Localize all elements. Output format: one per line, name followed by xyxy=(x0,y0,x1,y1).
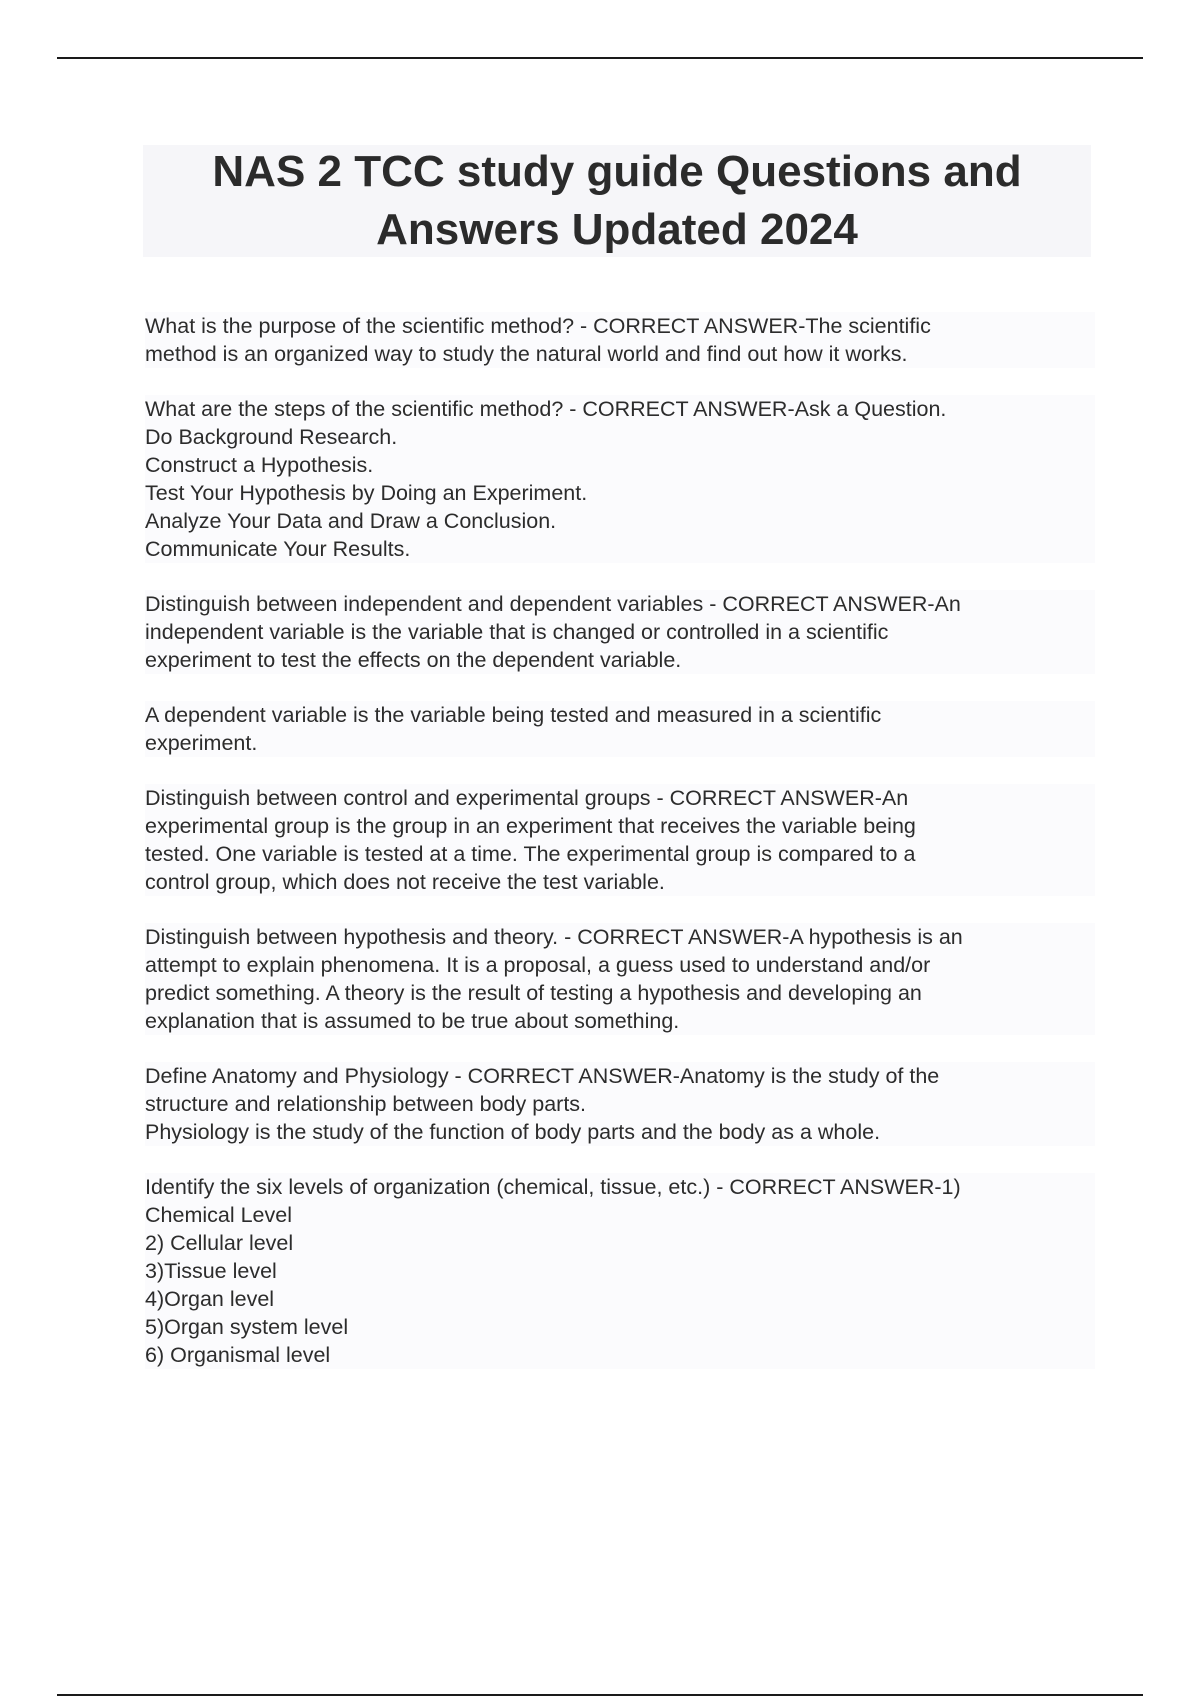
title-line-2: Answers Updated 2024 xyxy=(376,205,858,254)
qa-entry-steps xyxy=(145,395,1095,563)
text-line: A dependent variable is the variable being tested and measured in a scientific xyxy=(145,703,882,727)
text-line: Analyze Your Data and Draw a Conclusion. xyxy=(145,509,557,533)
text-line: Distinguish between control and experimental groups - CORRECT ANSWER-An xyxy=(145,786,909,810)
qa-entry-anatomy-physiology xyxy=(145,1062,1095,1146)
text-line: explanation that is assumed to be true about something. xyxy=(145,1009,680,1033)
qa-entry-hypothesis-theory xyxy=(145,923,1095,1035)
text-line: method is an organized way to study the natural world and find out how it works. xyxy=(145,342,908,366)
text-line: What are the steps of the scientific method? - CORRECT ANSWER-Ask a Question. xyxy=(145,397,947,421)
text-line: 5)Organ system level xyxy=(145,1313,765,1341)
text-line: Distinguish between independent and dependent variables - CORRECT ANSWER-An xyxy=(145,592,961,616)
text-line: 2) Cellular level xyxy=(145,1229,765,1257)
top-rule xyxy=(57,57,1143,59)
title-line-1: NAS 2 TCC study guide Questions and xyxy=(212,147,1022,196)
text-line: Do Background Research. xyxy=(145,425,398,449)
text-line: What is the purpose of the scientific method? - CORRECT ANSWER-The scientific xyxy=(145,314,931,338)
text-line: tested. One variable is tested at a time. The experimental group is compared to a xyxy=(145,842,916,866)
text-line: control group, which does not receive the test variable. xyxy=(145,870,665,894)
text-line: independent variable is the variable that is changed or controlled in a scientific xyxy=(145,620,889,644)
text-line: Chemical Level xyxy=(145,1201,765,1229)
text-line: Construct a Hypothesis. xyxy=(145,453,374,477)
qa-entry-levels-of-organization xyxy=(145,1173,1095,1369)
text-line: Physiology is the study of the function of body parts and the body as a whole. xyxy=(145,1120,881,1144)
text-line: 3)Tissue level xyxy=(145,1257,765,1285)
text-line: experiment to test the effects on the dependent variable. xyxy=(145,648,682,672)
qa-entry-dependent-variable xyxy=(145,701,1095,757)
text-line: Test Your Hypothesis by Doing an Experiment. xyxy=(145,481,588,505)
text-line: Identify the six levels of organization (chemical, tissue, etc.) - CORRECT ANSWER-1) xyxy=(145,1175,961,1199)
text-line: structure and relationship between body parts. xyxy=(145,1092,587,1116)
text-line: experimental group is the group in an experiment that receives the variable being xyxy=(145,814,916,838)
title-banner xyxy=(143,145,1091,257)
document-title xyxy=(212,143,1021,259)
qa-content xyxy=(145,312,1095,1396)
text-line: attempt to explain phenomena. It is a proposal, a guess used to understand and/or xyxy=(145,953,931,977)
text-line: Distinguish between hypothesis and theory. - CORRECT ANSWER-A hypothesis is an xyxy=(145,925,963,949)
qa-entry-variables xyxy=(145,590,1095,674)
qa-entry-purpose xyxy=(145,312,1095,368)
text-line: predict something. A theory is the result of testing a hypothesis and developing an xyxy=(145,981,922,1005)
text-line: 6) Organismal level xyxy=(145,1341,765,1369)
qa-entry-groups xyxy=(145,784,1095,896)
bottom-rule xyxy=(57,1694,1143,1696)
text-line: Communicate Your Results. xyxy=(145,537,411,561)
text-line: Define Anatomy and Physiology - CORRECT ANSWER-Anatomy is the study of the xyxy=(145,1064,940,1088)
text-line: experiment. xyxy=(145,731,258,755)
text-line: 4)Organ level xyxy=(145,1285,765,1313)
